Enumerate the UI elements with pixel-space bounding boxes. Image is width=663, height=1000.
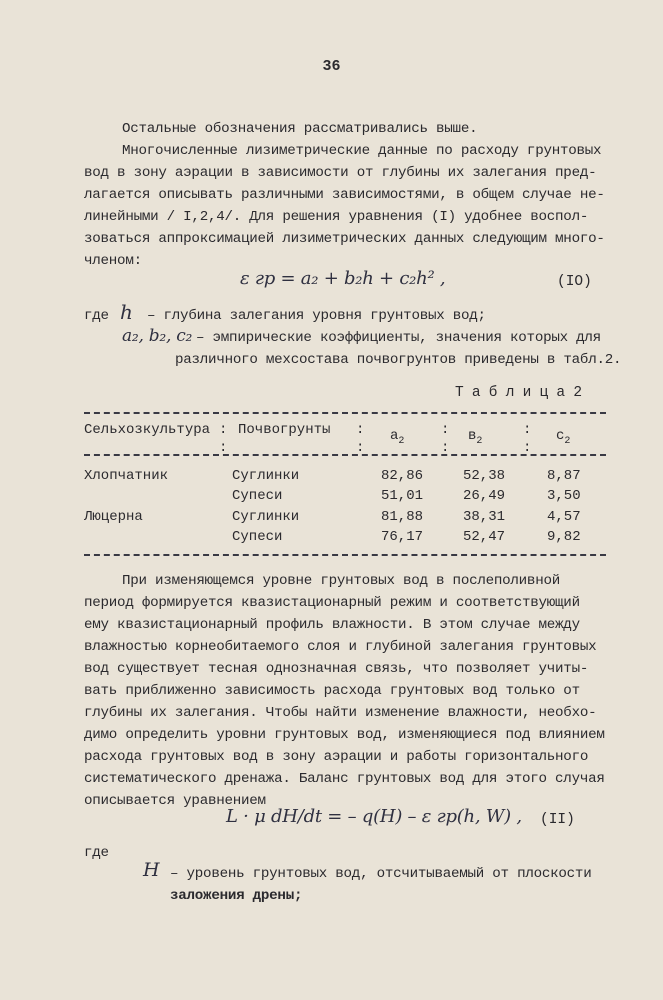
table-header-crop: Сельхозкультура xyxy=(84,422,211,438)
table-header-c2 xyxy=(556,428,570,447)
h-symbol: h xyxy=(120,300,133,324)
table-cell-soil: Супеси xyxy=(232,529,283,545)
text-line: вать приближенно зависимость расхода грунтовых вод только от xyxy=(84,683,580,699)
table-cell-a2: 51,01 xyxy=(381,488,424,504)
table-cell-a2: 76,17 xyxy=(381,529,424,545)
column-separator: : xyxy=(356,440,365,456)
table-cell-b2: 38,31 xyxy=(463,509,506,525)
column-separator: : xyxy=(219,440,228,456)
column-separator: : xyxy=(356,422,365,438)
text-line: влажностью корнеобитаемого слоя и глубиной залегания грунтовых xyxy=(84,639,597,655)
text-line: вод в зону аэрации в зависимости от глубины их залегания пред- xyxy=(84,165,597,181)
coef-definition: – эмпирические коэффициенты, значения которых для xyxy=(196,330,601,346)
table-header-a2-sub: 2 xyxy=(398,435,405,447)
table-cell-b2: 52,38 xyxy=(463,468,506,484)
table-rule-bottom xyxy=(84,554,606,556)
text-line: При изменяющемся уровне грунтовых вод в послеполивной xyxy=(122,573,560,589)
table-header-a2-letter: a xyxy=(390,428,399,444)
column-separator: : xyxy=(441,440,450,456)
text-line: систематического дренажа. Баланс грунтовых вод для этого случая xyxy=(84,771,605,787)
table-cell-soil: Суглинки xyxy=(232,509,300,525)
coef-symbols: a₂, b₂, c₂ xyxy=(122,326,193,346)
table-cell-c2: 8,87 xyxy=(547,468,581,484)
table-header-a2 xyxy=(390,428,404,447)
table-rule-header xyxy=(84,454,606,456)
table-cell-soil: Супеси xyxy=(232,488,283,504)
table-cell-c2: 4,57 xyxy=(547,509,581,525)
text-line: Остальные обозначения рассматривались выше. xyxy=(122,121,478,137)
H-symbol: H xyxy=(143,859,160,881)
H-definition: – уровень грунтовых вод, отсчитываемый от плоскости xyxy=(170,866,592,882)
table-cell-a2: 82,86 xyxy=(381,468,424,484)
table-cell-c2: 9,82 xyxy=(547,529,581,545)
equation-10-number: (IO) xyxy=(557,274,592,290)
column-separator: : xyxy=(523,440,532,456)
table-cell-crop: Хлопчатник xyxy=(84,468,169,484)
table-header-soil: Почвогрунты xyxy=(238,422,331,438)
table-cell-soil: Суглинки xyxy=(232,468,300,484)
table-cell-b2: 52,47 xyxy=(463,529,506,545)
table-cell-crop: Люцерна xyxy=(84,509,143,525)
table-cell-b2: 26,49 xyxy=(463,488,506,504)
where-label: где xyxy=(84,308,109,324)
column-separator: : xyxy=(441,422,450,438)
text-line: членом: xyxy=(84,253,142,269)
table-cell-c2: 3,50 xyxy=(547,488,581,504)
text-line: ему квазистационарный профиль влажности. В этом случае между xyxy=(84,617,580,633)
H-definition-cont: заложения дрены; xyxy=(170,888,303,904)
text-line: Многочисленные лизиметрические данные по расходу грунтовых xyxy=(122,143,602,159)
text-line: зоваться аппроксимацией лизиметрических данных следующим много- xyxy=(84,231,605,247)
text-line: расхода грунтовых вод в зону аэрации и работы горизонтального xyxy=(84,749,589,765)
text-line: вод существует тесная однозначная связь, что позволяет учиты- xyxy=(84,661,589,677)
text-line: глубины их залегания. Чтобы найти изменение влажности, необхо- xyxy=(84,705,597,721)
page-number: 36 xyxy=(322,58,341,75)
text-line: лагается описывать различными зависимостями, в общем случае не- xyxy=(84,187,605,203)
table-header-b2-sub: 2 xyxy=(476,435,483,447)
equation-11: L · μ dH/dt = – q(H) – ε гр(h, W) , xyxy=(226,806,522,827)
equation-10: ε гр = a₂ + b₂h + c₂h² , xyxy=(240,268,446,289)
table-header-c2-letter: c xyxy=(556,428,565,444)
column-separator: : xyxy=(219,422,228,438)
coef-definition-cont: различного мехсостава почвогрунтов приведены в табл.2. xyxy=(175,352,622,368)
table-rule-top xyxy=(84,412,606,414)
where-label: где xyxy=(84,845,109,861)
text-line: димо определить уровни грунтовых вод, изменяющиеся под влиянием xyxy=(84,727,605,743)
column-separator: : xyxy=(523,422,532,438)
equation-11-number: (II) xyxy=(540,812,575,828)
text-line: описывается уравнением xyxy=(84,793,266,809)
table-caption: Т а б л и ц а 2 xyxy=(455,385,582,401)
table-header-b2-letter: в xyxy=(468,428,477,444)
table-header-c2-sub: 2 xyxy=(564,435,571,447)
table-cell-a2: 81,88 xyxy=(381,509,424,525)
text-line: период формируется квазистационарный режим и соответствующий xyxy=(84,595,580,611)
table-header-b2 xyxy=(468,428,482,447)
h-definition: – глубина залегания уровня грунтовых вод; xyxy=(147,308,486,324)
text-line: линейными / I,2,4/. Для решения уравнения (I) удобнее воспол- xyxy=(84,209,589,225)
